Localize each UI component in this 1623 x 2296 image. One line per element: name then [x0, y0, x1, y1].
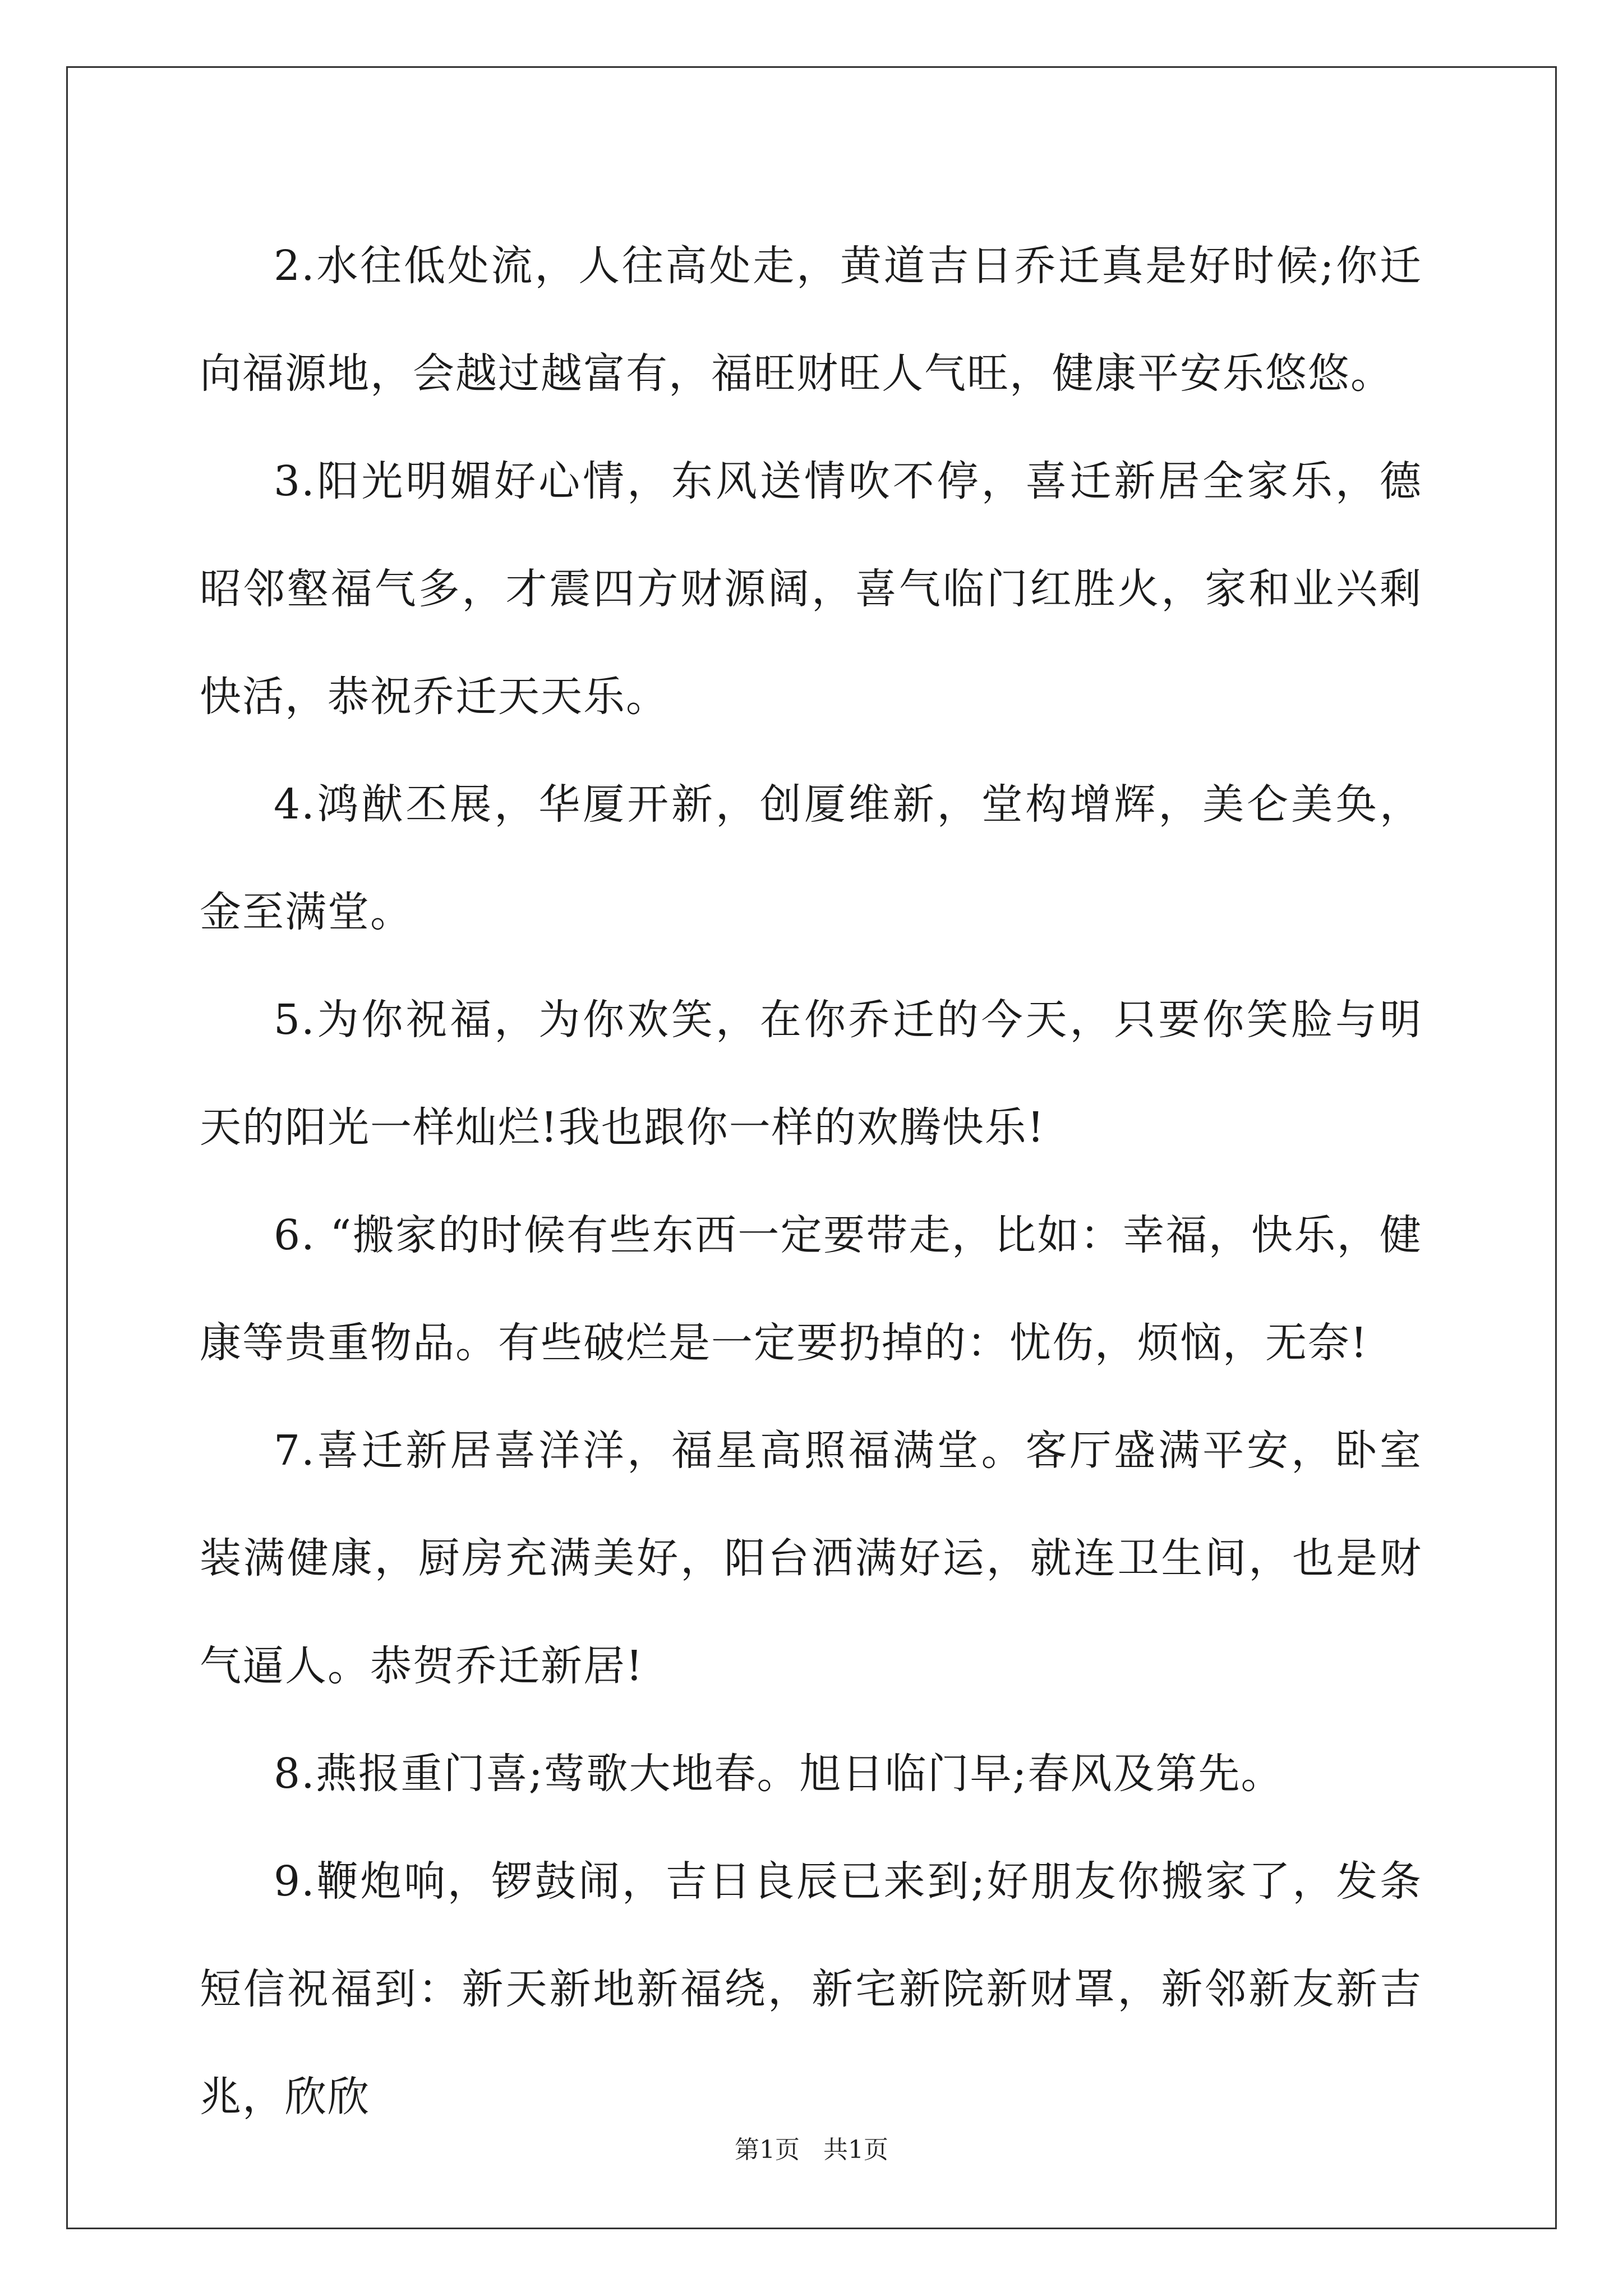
paragraph-5: 5.为你祝福，为你欢笑，在你乔迁的今天，只要你笑脸与明天的阳光一样灿烂!我也跟你一样的欢腾快乐! [200, 996, 1422, 1152]
paragraph-7: 7.喜迁新居喜洋洋，福星高照福满堂。客厅盛满平安，卧室装满健康，厨房充满美好，阳台洒满好运，就连卫生间，也是财气逼人。恭贺乔迁新居! [200, 1427, 1422, 1690]
page-footer [0, 2129, 1623, 2165]
paragraph-2: 2.水往低处流，人往高处走，黄道吉日乔迁真是好时候;你迁向福源地，会越过越富有，福旺财旺人气旺，健康平安乐悠悠。 [200, 242, 1422, 398]
page-number-current: 第1页 [735, 2136, 800, 2164]
paragraph-9: 9.鞭炮响，锣鼓闹，吉日良辰已来到;好朋友你搬家了，发条短信祝福到：新天新地新福绕，新宅新院新财罩，新邻新友新吉兆，欣欣 [200, 1857, 1422, 2121]
document-body [200, 212, 1422, 2151]
footer-spacer [800, 2136, 823, 2164]
paragraph-3: 3.阳光明媚好心情，东风送情吹不停，喜迁新居全家乐，德昭邻壑福气多，才震四方财源阔，喜气临门红胜火，家和业兴剩快活，恭祝乔迁天天乐。 [200, 457, 1422, 721]
paragraph-8: 8.燕报重门喜;莺歌大地春。旭日临门早;春风及第先。 [274, 1750, 1284, 1798]
paragraph-6: 6. “搬家的时候有些东西一定要带走，比如：幸福，快乐，健康等贵重物品。有些破烂是一定要扔掉的：忧伤，烦恼，无奈! [200, 1211, 1422, 1367]
paragraph-4: 4.鸿猷丕展，华厦开新，创厦维新，堂构增辉，美仑美奂，金至满堂。 [200, 780, 1422, 936]
page-number-total: 共1页 [823, 2136, 888, 2164]
